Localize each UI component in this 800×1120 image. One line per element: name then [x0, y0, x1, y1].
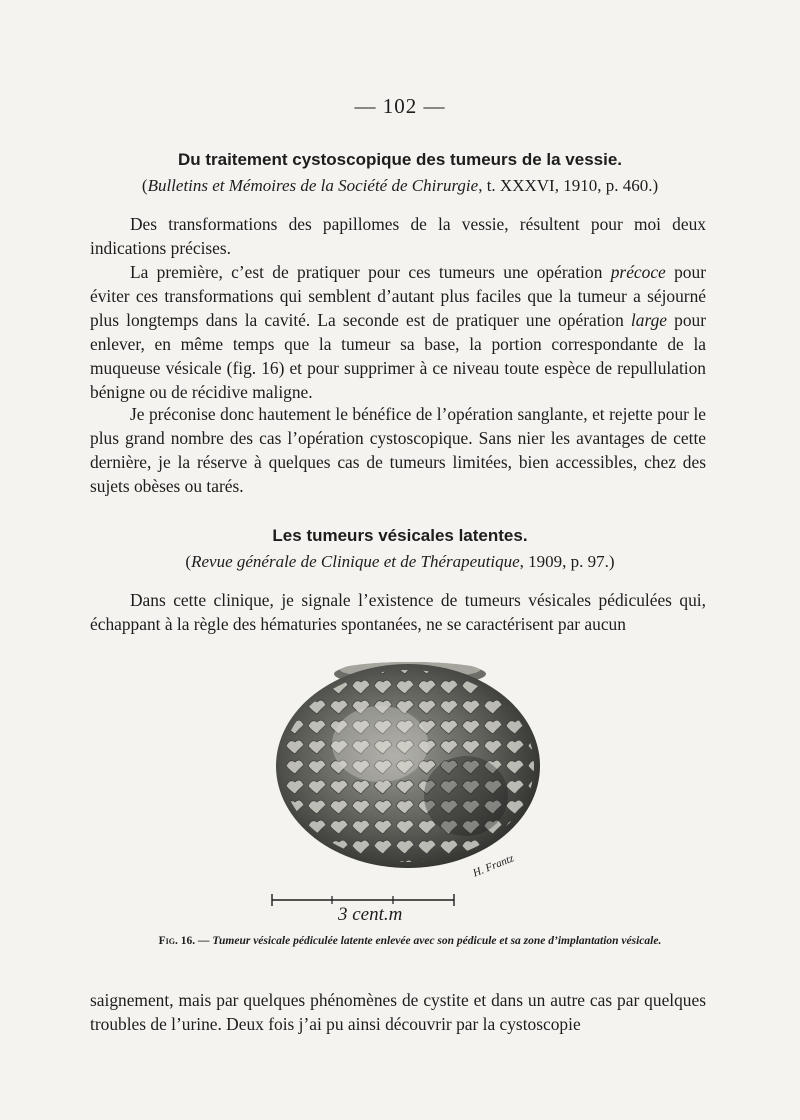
- tumor-illustration: [262, 656, 552, 916]
- paragraph-4: Dans cette clinique, je signale l’existence de tumeurs vésicales pédiculées qui, échappant à la règle des hématuries spontanées, ne se caractérisent par aucun: [90, 590, 706, 634]
- emphasis-large: large: [630, 310, 667, 330]
- artist-signature: H. Frantz: [471, 852, 516, 880]
- section-reference-1: (Bulletins et Mémoires de la Société de Chirurgie, t. XXXVI, 1910, p. 460.): [141, 176, 659, 195]
- paragraph-2: [90, 260, 706, 404]
- paragraph-2-part-a: La première, c’est de pratiquer pour ces tumeurs une opération: [130, 262, 611, 282]
- reference-details-2: , 1909, p. 97.): [519, 552, 615, 571]
- figure-caption: [150, 934, 670, 949]
- section-title-1: Du traitement cystoscopique des tumeurs de la vessie.: [177, 150, 623, 169]
- page-number: — 102 —: [354, 94, 446, 118]
- scale-label: 3 cent.m: [338, 904, 403, 925]
- section-title-2: Les tumeurs vésicales latentes.: [272, 526, 528, 545]
- paragraph-2-part-b: pour éviter ces transformations qui semblent d’autant plus faciles que la tumeur a séjourné plus longtemps dans la cavité. La seconde est de pratiquer une opération: [90, 262, 706, 330]
- reference-journal-1: Bulletins et Mémoires de la Société de Chirurgie: [147, 176, 479, 195]
- reference-journal-2: Revue générale de Clinique et de Thérapeutique: [191, 552, 520, 571]
- figure-caption-text: — Tumeur vésicale pédiculée latente enlevée avec son pédicule et sa zone d’implantation vésicale.: [195, 935, 662, 947]
- paragraph-2-part-c: pour enlever, en même temps que la tumeur sa base, la portion correspondante de la muqueuse vésicale (fig. 16) et pour supprimer à ce niveau toute espèce de repullulation bénigne ou de récidive maligne.: [90, 310, 707, 402]
- paragraph-1: Des transformations des papillomes de la vessie, résultent pour moi deux indications précises.: [90, 214, 706, 258]
- section-reference-2: (Revue générale de Clinique et de Thérapeutique, 1909, p. 97.): [185, 552, 615, 571]
- paragraph-5: saignement, mais par quelques phénomènes de cystite et dans un autre cas par quelques troubles de l’urine. Deux fois j’ai pu ainsi découvrir par la cystoscopie: [90, 990, 706, 1034]
- figure-label: Fig. 16.: [158, 935, 196, 947]
- emphasis-precoce: précoce: [610, 262, 666, 282]
- paragraph-3: Je préconise donc hautement le bénéfice de l’opération sanglante, et rejette pour le plus grand nombre des cas l’opération cystoscopique. Sans nier les avantages de cette dernière, je la réserve à quelques cas de tumeurs limitées, bien accessibles, chez des sujets obèses ou tarés.: [90, 404, 706, 496]
- reference-details-1: , t. XXXVI, 1910, p. 460.): [478, 176, 659, 195]
